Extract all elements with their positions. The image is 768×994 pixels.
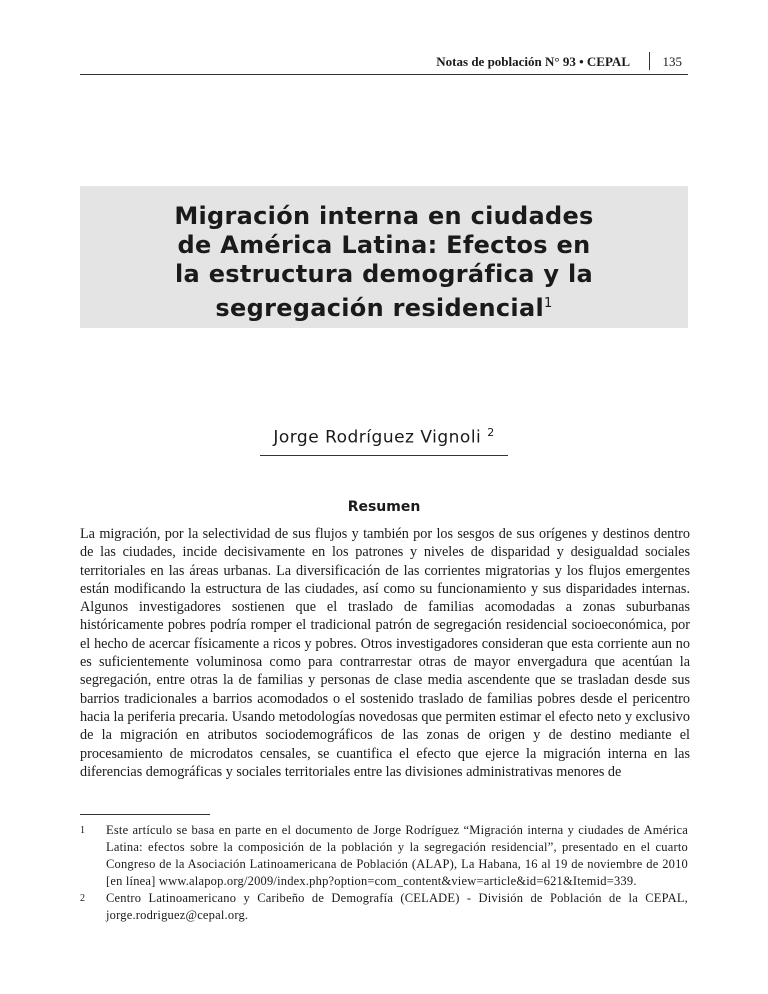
article-title — [80, 202, 688, 323]
footnote-2 — [80, 890, 688, 924]
footnote-number: 1 — [80, 825, 86, 836]
title-footnote-mark: 1 — [543, 296, 553, 311]
header-separator — [649, 52, 650, 70]
footnote-text: Centro Latinoamericano y Caribeño de Demografía (CELADE) - División de Población de la CEPAL, jorge.rodriguez@cepal.org. — [106, 891, 688, 922]
title-box — [80, 186, 688, 328]
footnote-number: 2 — [80, 893, 86, 904]
footnote-rule — [80, 814, 210, 815]
title-line-3: la estructura demográfica y la — [175, 260, 593, 288]
title-line-2: de América Latina: Efectos en — [177, 231, 591, 259]
author-name: Jorge Rodríguez Vignoli — [273, 427, 482, 448]
header-rule — [80, 74, 688, 75]
title-line-1: Migración interna en ciudades — [174, 202, 594, 230]
footnote-1 — [80, 822, 688, 890]
title-line-4: segregación residencial — [215, 294, 544, 322]
abstract-heading: Resumen — [347, 499, 421, 515]
page-number: 135 — [662, 54, 682, 69]
journal-name: Notas de población N° 93 • CEPAL — [436, 54, 630, 69]
running-header — [80, 52, 688, 74]
author-footnote-mark: 2 — [487, 426, 495, 439]
author-rule — [260, 455, 508, 456]
abstract-body: La migración, por la selectividad de sus flujos y también por los sesgos de sus orígenes y destinos dentro de las ciudades, incide decisivamente en los patrones y niveles de disparidad y desigualdad sociales territoriales en las áreas urbanas. La diversificación de las corrientes migratorias y los flujos emergentes están modificando la estructura de las ciudades, así como su funcionamiento y sus disparidades internas. Algunos investigadores sostienen que el traslado de familias acomodadas a zonas suburbanas históricamente pobres podría romper el tradicional patrón de segregación residencial socioeconómica, por el hecho de acercar físicamente a ricos y pobres. Otros investigadores consideran que esta corriente aun no es suficientemente voluminosa como para contrarrestar otras de mayor envergadura que acentúan la segregación, entre otras la de familias y personas de clase media ascendente que se trasladan desde sus barrios tradicionales a barrios acomodados o el sostenido traslado de familias pobres desde el pericentro hacia la periferia precaria. Usando metodologías novedosas que permiten estimar el efecto neto y exclusivo de la migración en atributos sociodemográficos de las zonas de origen y de destino mediante el procesamiento de microdatos censales, se cuantifica el efecto que ejerce la migración interna en las diferencias demográficas y sociales territoriales entre las divisiones administrativas menores de — [80, 526, 690, 780]
footnote-text: Este artículo se basa en parte en el documento de Jorge Rodríguez “Migración interna y ciudades de América Latina: efectos sobre la composición de la población y la segregación residencial”, presentado en el cuarto Congreso de la Asociación Latinoamericana de Población (ALAP), La Habana, 16 al 19 de noviembre de 2010 [en línea] www.alapop.org/2009/index.php?option=com_content&view=article&id=621&Itemid=339. — [106, 823, 688, 888]
author-line — [0, 426, 768, 448]
footnotes — [80, 822, 688, 924]
